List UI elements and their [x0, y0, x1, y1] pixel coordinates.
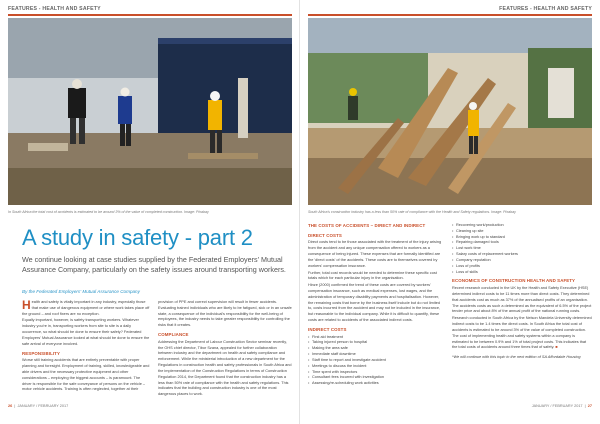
- article-column-3: [308, 223, 444, 403]
- construction-photo-left: [8, 18, 292, 205]
- responsibility-heading: RESPONSIBILITY: [22, 350, 60, 356]
- list-item: • Taking injured person to hospital: [308, 340, 444, 346]
- col3-paragraph-2: Further, total cost records would be needed to determine these specific cost totals which for each particular injury in the organisation.: [308, 270, 437, 281]
- indirect-costs-heading: INDIRECT COSTS: [308, 326, 347, 332]
- col3-paragraph-1: Direct costs tend to be those associated with the treatment of the injury arising from the accident and any unique compensation offered to workers as a consequence of being injured. These expenses that are formally identified are the 'direct costs' of the accidents. These costs are to themselves covered by workers' compensation insurance.: [308, 240, 442, 268]
- list-item: • Loss of skills: [452, 270, 592, 276]
- article-column-2: [158, 300, 292, 400]
- list-item: • Lost work time: [452, 246, 592, 252]
- article-column-4: [452, 223, 592, 403]
- list-item: • Company reputation: [452, 258, 592, 264]
- issue-date-right: JANUARY / FEBRUARY 2017: [531, 404, 583, 408]
- list-item: • Staff time to report and investigate accident: [308, 358, 444, 364]
- list-item: • Cleaning up site: [452, 229, 592, 235]
- list-item: • First aid treatment: [308, 335, 444, 341]
- drop-cap: H: [22, 300, 31, 312]
- page-number-left: 26: [8, 404, 13, 408]
- end-mark-icon: ■: [555, 345, 558, 350]
- direct-costs-heading: DIRECT COSTS: [308, 232, 342, 238]
- col1-paragraph-2: Equally important, however, is safety transporting workers. Whatever industry you're in, transporting workers from site to site is a daily occurrence, so what should be done to ensure their safety? Federated Employers' Mutual Assurance looked at what should be done to ensure the safe arrival of everyone involved.: [22, 318, 150, 346]
- header-rule-right: [308, 14, 592, 16]
- article-byline: By the Federated Employers' Mutual Assurance Company: [22, 289, 140, 294]
- list-item: • Salary costs of replacement workers: [452, 252, 592, 258]
- col1-paragraph-3: Worse still training accidents that are entirely preventable with proper planning and foresight. Employment of training, skilled, knowledgeable and able drivers and the necessary protective equipment and other considerations – employing the biggest accounts – is paramount. The driver is responsible for the safe conveyance of persons on the vehicle – motor vehicle accidents. Training is often neglected, together at their: [22, 358, 150, 392]
- footer-left: 26 | JANUARY / FEBRUARY 2017: [8, 404, 69, 408]
- col2-paragraph-2: Addressing the Department of Labour Construction Sector seminar recently, the OHS chief director, Tibor Szana, appealed for further collaboration between industry and the department on health and safety compliance and enforcement. While the ministerial introduction of a new department for the Regulations in construction health and safety professionals in South Africa and the implementation of the Construction Regulations in terms of Construction Regulation 2014, the Department found that the construction industry has a less than 50% rate of compliance with the health and safety regulations. This indicates that the building and construction industry is one of the most dangerous places to work.: [158, 339, 292, 397]
- page-number-right: 27: [587, 404, 592, 408]
- list-item: • Loss of profits: [452, 264, 592, 270]
- right-page: [300, 0, 600, 424]
- section-header-right: FEATURES - HEALTH AND SAFETY: [499, 6, 592, 12]
- list-item: • Repairing damaged tools: [452, 240, 592, 246]
- list-item: • Bringing work up to standard: [452, 235, 592, 241]
- list-item: • Assessing/re-scheduling work activities: [308, 381, 444, 387]
- economics-heading: ECONOMICS OF CONSTRUCTION HEALTH AND SAFETY: [452, 278, 576, 284]
- right-photo-caption: South Africa's construction industry has a less than 50% rate of compliance with the Health and Safety regulations. Image: Pixabay: [308, 210, 516, 214]
- article-standfirst: We continue looking at case studies supplied by the Federated Employers' Mutual Assurance Company, particularly on the safety issues around transporting workers.: [22, 255, 286, 274]
- issue-date-left: JANUARY / FEBRUARY 2017: [17, 404, 69, 408]
- list-item: • Making the area safe: [308, 346, 444, 352]
- indirect-costs-list: [308, 335, 444, 387]
- list-item: • Immediate staff downtime: [308, 352, 444, 358]
- indirect-costs-list-continued: [452, 223, 592, 275]
- col2-paragraph-1: provision of PPE and correct supervision will result in fewer accidents. Evaluating trained individuals who are likely to be fatigued, sick or in an unsafe state, a consequence of the individual's responsibility for the well-being of employees, the industry needs to take greater responsibility for controlling the risks that it creates.: [158, 300, 292, 328]
- header-rule-left: [8, 14, 292, 16]
- intro-paragraph: ealth and safety is vitally important in any industry, especially those that make use of dangerous equipment or where work takes place off the ground – and roof fixers are no exception.: [22, 300, 150, 316]
- compliance-heading: COMPLIANCE: [158, 332, 189, 338]
- list-item: • Recovering work/production: [452, 223, 592, 229]
- left-photo-caption: In South Africa the total cost of accidents is estimated to be around 3% of the value of completed construction. Image: Pixabay: [8, 210, 209, 214]
- continued-note: *We will continue with this topic in the next edition of SA Affordable Housing: [452, 355, 581, 360]
- col4-paragraph-1: Recent research conducted in the UK by the Health and Safety Executive (HSE) determined indirect costs to be 11 times more than direct costs. They determined that accidents cost as much as 37% of the annualised profits of an organisation. The accidents costs as such a determined as the equivalent of 6.5% of the project tender price and about 8% of the annual profit of the national running costs.: [452, 286, 592, 314]
- list-item: • Meetings to discuss the incident: [308, 364, 444, 370]
- col3-paragraph-3: Hinze (2000) confirmed the trend of these costs are covered by workers' compensation insurance, such as medical expenses, lost wages, and the administration of temporary disability payments and hospitalisation. However, the remaining costs that borne by the business itself include but do not limited to, costs incurred from the accident and may not be included in the insurance, but reasonable to the individual company. While it is difficult to quantify, these costs are related to accidents of the associated indirect costs.: [308, 283, 441, 323]
- list-item: • Consultant fees incurred with investigation: [308, 375, 444, 381]
- costs-of-accidents-heading: THE COSTS OF ACCIDENTS – DIRECT AND INDIRECT: [308, 223, 426, 228]
- construction-photo-right: [308, 18, 592, 205]
- article-column-1: [22, 300, 150, 400]
- article-title: A study in safety - part 2: [22, 225, 253, 250]
- footer-right: JANUARY / FEBRUARY 2017 | 27: [531, 404, 592, 408]
- list-item: • Time spent with inspectors: [308, 370, 444, 376]
- col4-paragraph-2: Research conducted in South Africa by the Nelson Mandela University determined indirect costs to be 1.4 times the direct costs. In South Africa the total cost of accidents is estimated to be around 3% of the value of completed construction. The cost of implementing health and safety systems within a company is estimated to be between 0.9% and 1% of total project costs. This indicates that the total costs of accidents around three times that of safety.: [452, 316, 592, 350]
- section-header-left: FEATURES - HEALTH AND SAFETY: [8, 6, 101, 12]
